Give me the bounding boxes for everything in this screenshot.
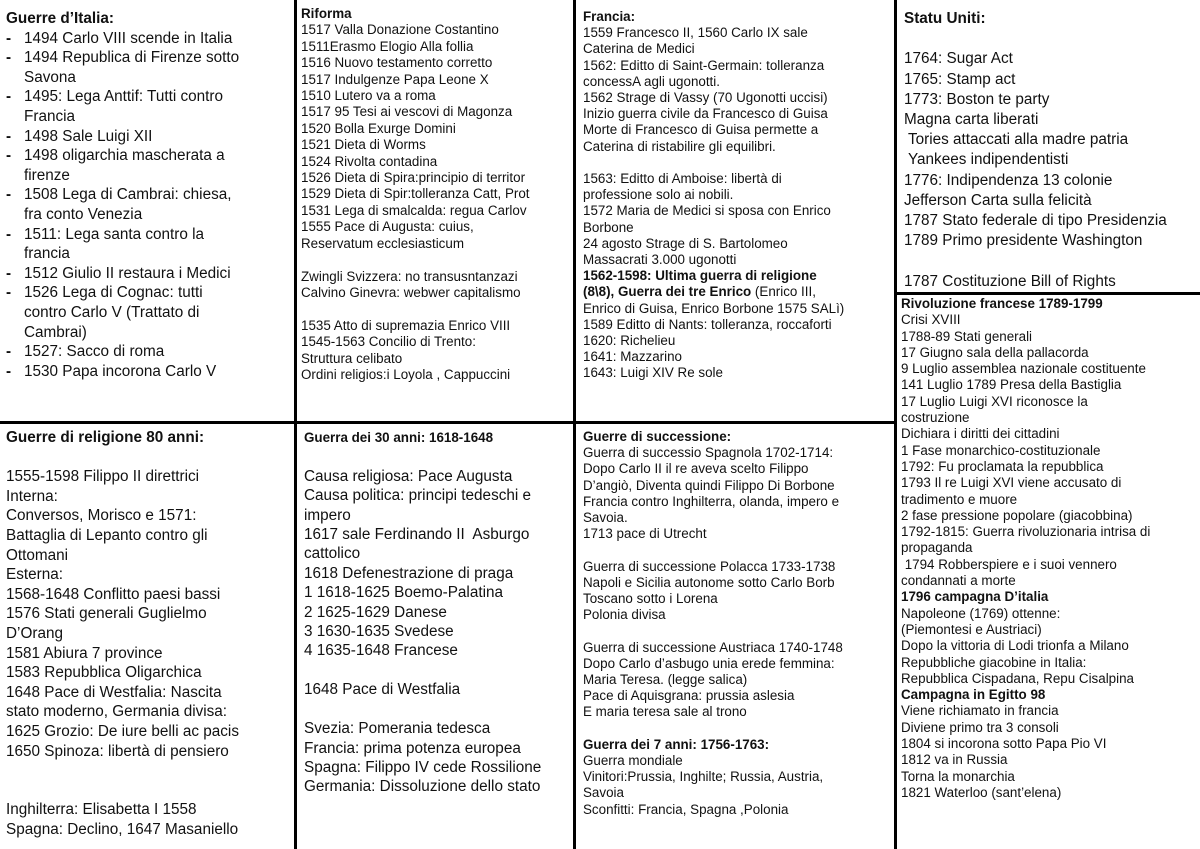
text-lines [583, 445, 894, 737]
text-line: Dopo la vittoria di Lodi trionfa a Milano [901, 638, 1129, 654]
text-line: impero [304, 506, 351, 524]
text-line: Yankees indipendentisti [904, 151, 1069, 169]
text-line: Guerra di successione Austriaca 1740-1748 [583, 639, 843, 655]
text-lines [901, 703, 1200, 801]
section-title: Riforma [301, 6, 352, 21]
text-line: Battaglia di Lepanto contro gli [6, 526, 208, 544]
text-line: Tories attaccati alla madre patria [904, 131, 1129, 149]
list-item-text: - 1530 Papa incorona Carlo V [24, 362, 217, 380]
text-line [301, 252, 573, 268]
list-item-text: Cambrai) [24, 323, 87, 341]
text-line: 1516 Nuovo testamento corretto [301, 55, 493, 71]
text-line [583, 542, 894, 558]
text-line: Guerra di successio Spagnola 1702-1714: [583, 445, 834, 461]
text-line: 1555 Pace di Augusta: cuius, [301, 219, 474, 235]
list-item-text: - 1512 Giulio II restaura i Medici [24, 264, 231, 282]
list-item-text: - 1526 Lega di Cognac: tutti [24, 284, 203, 302]
section-title: Statu Uniti: [904, 10, 986, 27]
list-item [6, 225, 294, 264]
divider-col-2 [573, 0, 576, 849]
text-line: 1559 Francesco II, 1560 Carlo IX sale [583, 25, 808, 41]
list-item [6, 342, 294, 362]
text-line: 1524 Rivolta contadina [301, 153, 438, 169]
list-item [6, 264, 294, 284]
text-line: 4 1635-1648 Francese [304, 642, 458, 660]
text-line: Germania: Dissoluzione dello stato [304, 778, 541, 796]
text-line: 1764: Sugar Act [904, 50, 1013, 68]
text-line: Inizio guerra civile da Francesco di Guisa [583, 106, 828, 122]
list-item-text: - 1494 Republica di Firenze sotto [24, 49, 240, 67]
text-line: 1648 Pace di Westfalia [304, 681, 461, 699]
list-item [6, 87, 294, 126]
text-line: 1526 Dieta di Spira:principio di territor [301, 170, 526, 186]
text-line: Pace di Aquisgrana: prussia aslesia [583, 688, 795, 704]
text-line: Repubbliche giacobine in Italia: [901, 654, 1087, 670]
text-line: 1643: Luigi XIV Re sole [583, 365, 723, 381]
text-line: 1789 Primo presidente Washington [904, 232, 1143, 250]
text-line: Svezia: Pomerania tedesca [304, 720, 491, 738]
section-title: Francia: [583, 9, 636, 24]
text-line: 1535 Atto di supremazia Enrico VIII [301, 317, 511, 333]
text-line: Diviene primo tra 3 consoli [901, 719, 1059, 735]
text-line: D’Orang [6, 624, 63, 642]
text-line [583, 721, 894, 737]
text-line [583, 155, 894, 171]
text-line: 1576 Stati generali Guglielmo [6, 605, 207, 623]
divider-col-1 [294, 0, 297, 849]
text-line [6, 781, 294, 801]
text-line [301, 301, 573, 317]
text-line: 1792-1815: Guerra rivoluzionaria intrisa di [901, 524, 1151, 540]
text-line: Vinitori:Prussia, Inghilte; Russia, Austria, [583, 769, 824, 785]
list-item [6, 185, 294, 224]
section-subtitle: 1796 campagna D’italia [901, 589, 1049, 605]
text-line: Spagna: Declino, 1647 Masaniello [6, 820, 239, 838]
text-line: Dopo Carlo II il re aveva scelto Filippo [583, 461, 809, 477]
text-line: 1520 Bolla Exurge Domini [301, 120, 456, 136]
text-lines [583, 25, 894, 268]
text-line: 2 1625-1629 Danese [304, 603, 447, 621]
text-line: Jefferson Carta sulla felicità [904, 191, 1092, 209]
text-line: 1804 si incorona sotto Papa Pio VI [901, 736, 1107, 752]
text-line: Repubblica Cispadana, Repu Cisalpina [901, 670, 1134, 686]
section-title: Rivoluzione francese 1789-1799 [901, 296, 1103, 311]
section-guerre-italia [6, 9, 294, 419]
divider-row-left [0, 421, 896, 424]
section-statu-uniti [904, 9, 1200, 291]
text-line: 1517 Valla Donazione Costantino [301, 22, 499, 38]
list-item [6, 362, 294, 382]
text-line: 1773: Boston te party [904, 90, 1050, 108]
list-item-text: - 1527: Sacco di roma [24, 343, 165, 361]
text-line: Causa politica: principi tedeschi e [304, 487, 532, 505]
text-line: D’angiò, Diventa quindi Filippo Di Borbone [583, 477, 835, 493]
text-line: 1794 Robberspiere e i suoi vennero [901, 556, 1117, 572]
text-lines [901, 312, 1200, 589]
text-line: 1792: Fu proclamata la repubblica [901, 458, 1104, 474]
text-line: concessA agli ugonotti. [583, 73, 720, 89]
text-line: condannati a morte [901, 573, 1016, 589]
text-line: Zwingli Svizzera: no transusntanzazi [301, 268, 518, 284]
text-line: 1788-89 Stati generali [901, 328, 1033, 344]
text-line: Torna la monarchia [901, 768, 1015, 784]
text-line: 1625 Grozio: De iure belli ac pacis [6, 722, 239, 740]
text-line: 1581 Abiura 7 province [6, 644, 163, 662]
text-line: Crisi XVIII [901, 312, 961, 328]
section-title: Guerre d’Italia: [6, 10, 114, 27]
section-title: Guerre di successione: [583, 429, 732, 444]
text-line: stato moderno, Germania divisa: [6, 703, 228, 721]
section-subtitle: Campagna in Egitto 98 [901, 687, 1046, 703]
text-line: (Piemontesi e Austriaci) [901, 621, 1042, 637]
text-lines [6, 448, 294, 840]
text-line: 1618 Defenestrazione di praga [304, 564, 514, 582]
text-line [904, 29, 1200, 49]
text-line: 1529 Dieta di Spir:tolleranza Catt, Prot [301, 186, 530, 202]
text-line: 17 Luglio Luigi XVI riconosce la [901, 393, 1088, 409]
text-line: Magna carta liberati [904, 111, 1039, 129]
text-line: 1562 Strage di Vassy (70 Ugonotti uccisi) [583, 90, 828, 106]
bold-prefix: (8\8), [583, 284, 618, 300]
text-line: Causa religiosa: Pace Augusta [304, 467, 513, 485]
bold-heading: 1562-1598: Ultima guerra di religione [583, 268, 817, 284]
text-line: 1617 sale Ferdinando II Asburgo [304, 526, 530, 544]
text-line: 1510 Lutero va a roma [301, 88, 436, 104]
section-guerra-30-anni [304, 428, 573, 849]
list-item-text: firenze [24, 166, 70, 184]
text-line: 1787 Costituzione Bill of Rights [904, 272, 1116, 290]
text-line: 1641: Mazzarino [583, 349, 682, 365]
bullet-list [6, 29, 294, 382]
text-line: 1572 Maria de Medici si sposa con Enrico [583, 203, 831, 219]
bold-heading: Guerra dei tre Enrico [617, 284, 752, 300]
text-line: Caterina di ristabilire gli equilibri. [583, 138, 776, 154]
text-line: 1555-1598 Filippo II direttrici [6, 468, 200, 486]
text-line: Borbone [583, 219, 634, 235]
text-line: Francia: prima potenza europea [304, 739, 521, 757]
text-line [904, 251, 1200, 271]
list-item [6, 127, 294, 147]
text-line: 1589 Editto di Nants: tolleranza, roccaforti [583, 316, 832, 332]
text-line [304, 661, 573, 680]
text-line: Francia contro Inghilterra, olanda, impero e [583, 493, 840, 509]
text-lines [301, 22, 573, 383]
text-line: Dopo Carlo d’asbugo unia erede femmina: [583, 655, 835, 671]
text-line: 1583 Repubblica Oligarchica [6, 664, 202, 682]
list-item-text: - 1498 Sale Luigi XII [24, 127, 153, 145]
text-line [6, 448, 294, 468]
text-line: Dichiara i diritti dei cittadini [901, 426, 1060, 442]
text-line: 1517 Indulgenze Papa Leone X [301, 71, 489, 87]
text-lines [583, 753, 894, 818]
text-line: Guerra mondiale [583, 753, 683, 769]
text-line: 1563: Editto di Amboise: libertà di [583, 171, 782, 187]
text-line: 1787 Stato federale di tipo Presidenzia [904, 212, 1167, 230]
text-line [304, 700, 573, 719]
section-title: Guerre di religione 80 anni: [6, 429, 205, 446]
text-line: Ordini religios:i Loyola , Cappuccini [301, 366, 511, 382]
text-line: 1568-1648 Conflitto paesi bassi [6, 585, 221, 603]
text-line: Struttura celibato [301, 350, 403, 366]
text-line: 1821 Waterloo (sant’elena) [901, 784, 1062, 800]
text-line: 1545-1563 Concilio di Trento: [301, 334, 476, 350]
text-line: 1713 pace di Utrecht [583, 526, 707, 542]
text-line: cattolico [304, 545, 361, 563]
text-line: 17 Giugno sala della pallacorda [901, 344, 1089, 360]
text-line: 1521 Dieta di Worms [301, 137, 426, 153]
text-line: propaganda [901, 540, 973, 556]
text-line: Esterna: [6, 566, 63, 584]
text-line: 9 Luglio assemblea nazionale costituente [901, 361, 1146, 377]
text-line: Savoia. [583, 510, 628, 526]
section-riforma [301, 6, 573, 420]
text-line: 1531 Lega di smalcalda: regua Carlov [301, 202, 527, 218]
text-line: Sconfitti: Francia, Spagna ,Polonia [583, 801, 789, 817]
text-line: Interna: [6, 487, 58, 505]
text-line: 1650 Spinoza: libertà di pensiero [6, 742, 229, 760]
text-line: Polonia divisa [583, 607, 666, 623]
list-item-text: - 1495: Lega Anttif: Tutti contro [24, 88, 223, 106]
text-line [583, 623, 894, 639]
text-line: 3 1630-1635 Svedese [304, 623, 454, 641]
list-item [6, 146, 294, 185]
text-line: professione solo ai nobili. [583, 187, 734, 203]
text-suffix: (Enrico III, [751, 284, 816, 300]
text-line: tradimento e muore [901, 491, 1018, 507]
list-item-text: - 1511: Lega santa contro la [24, 225, 205, 243]
mixed-line [583, 284, 894, 300]
text-line: 1 1618-1625 Boemo-Palatina [304, 584, 504, 602]
text-line: 1765: Stamp act [904, 70, 1016, 88]
list-item-text: - 1498 oligarchia mascherata a [24, 147, 225, 165]
list-item-text: - 1494 Carlo VIII scende in Italia [24, 29, 233, 47]
divider-row-right [894, 292, 1200, 295]
text-lines [904, 29, 1200, 291]
text-line: Maria Teresa. (legge salica) [583, 672, 748, 688]
text-line: Enrico di Guisa, Enrico Borbone 1575 SALì) [583, 300, 845, 316]
list-item-text: contro Carlo V (Trattato di [24, 303, 200, 321]
text-line: Guerra di successione Polacca 1733-1738 [583, 558, 836, 574]
text-line: Napoleone (1769) ottenne: [901, 605, 1061, 621]
text-line: Calvino Ginevra: webwer capitalismo [301, 284, 521, 300]
text-line: Massacrati 3.000 ugonotti [583, 252, 737, 268]
text-line: Caterina de Medici [583, 41, 695, 57]
text-line: Savoia [583, 785, 624, 801]
section-francia [583, 9, 894, 421]
text-lines [583, 301, 894, 382]
list-item-text: Savona [24, 68, 76, 86]
text-line [6, 761, 294, 781]
text-line: 1648 Pace di Westfalia: Nascita [6, 683, 222, 701]
text-line: 1562: Editto di Saint-Germain: tolleranza [583, 57, 825, 73]
list-item-text: - 1508 Lega di Cambrai: chiesa, [24, 186, 232, 204]
text-line: 1793 Il re Luigi XVI viene accusato di [901, 475, 1122, 491]
text-lines [901, 606, 1200, 687]
text-line: 1517 95 Tesi ai vescovi di Magonza [301, 104, 513, 120]
text-line: Inghilterra: Elisabetta I 1558 [6, 801, 197, 819]
text-line: Morte di Francesco di Guisa permette a [583, 122, 819, 138]
text-line: 1620: Richelieu [583, 333, 676, 349]
section-title: Guerra dei 30 anni: 1618-1648 [304, 430, 494, 445]
section-subtitle: Guerra dei 7 anni: 1756-1763: [583, 736, 770, 752]
text-line: Spagna: Filippo IV cede Rossilione [304, 758, 542, 776]
list-item [6, 283, 294, 342]
text-line [304, 447, 573, 466]
text-line: 1776: Indipendenza 13 colonie [904, 171, 1113, 189]
list-item [6, 29, 294, 49]
text-line: 2 fase pressione popolare (giacobbina) [901, 507, 1133, 523]
list-item-text: francia [24, 245, 70, 263]
divider-col-3 [894, 0, 897, 849]
text-line: Ottomani [6, 546, 69, 564]
text-line: Napoli e Sicilia autonome sotto Carlo Borb [583, 574, 835, 590]
list-item [6, 48, 294, 87]
list-item-text: fra conto Venezia [24, 205, 143, 223]
text-line: E maria teresa sale al trono [583, 704, 747, 720]
section-guerre-successione [583, 429, 894, 849]
text-line: costruzione [901, 410, 970, 426]
section-guerre-religione [6, 428, 294, 849]
list-item-text: Francia [24, 107, 76, 125]
text-line: 24 agosto Strage di S. Bartolomeo [583, 235, 788, 251]
text-line: Toscano sotto i Lorena [583, 591, 718, 607]
text-line: 1 Fase monarchico-costituzionale [901, 442, 1101, 458]
text-lines [304, 447, 573, 796]
text-line: Reservatum ecclesiasticum [301, 235, 464, 251]
section-rivoluzione-francese [901, 296, 1200, 849]
text-line: 1511Erasmo Elogio Alla follia [301, 38, 474, 54]
text-line: 141 Luglio 1789 Presa della Bastiglia [901, 377, 1122, 393]
text-line: 1812 va in Russia [901, 752, 1008, 768]
text-line: Conversos, Morisco e 1571: [6, 507, 197, 525]
text-line: Viene richiamato in francia [901, 703, 1059, 719]
